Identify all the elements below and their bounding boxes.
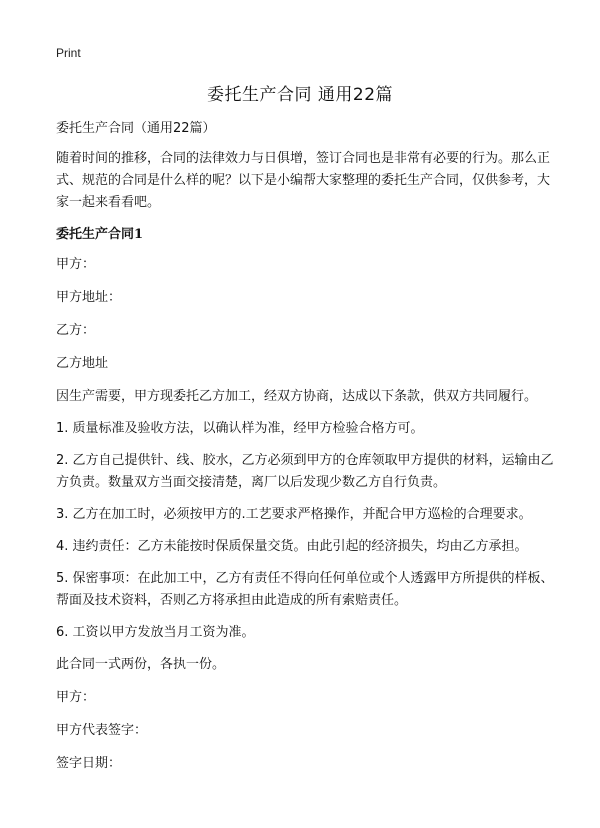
party-b-field: 乙方： — [56, 323, 96, 338]
document-body — [56, 118, 556, 786]
print-link[interactable]: Print — [56, 46, 81, 60]
clause-item: 3. 乙方在加工时，必须按甲方的.工艺要求严格操作，并配合甲方巡检的合理要求。 — [56, 507, 532, 522]
clause-item: 1. 质量标准及验收方法，以确认样为准，经甲方检验合格方可。 — [56, 421, 424, 436]
clause-item: 6. 工资以甲方发放当月工资为准。 — [56, 625, 255, 640]
party-a-address-field: 甲方地址： — [56, 290, 122, 305]
clause-item: 5. 保密事项：在此加工中，乙方有责任不得向任何单位或个人透露甲方所提供的样板、帮面及技术资料，否则乙方将承担由此造成的所有索赔责任。 — [56, 571, 554, 608]
copies-note: 此合同一式两份，各执一份。 — [56, 657, 226, 672]
clause-item: 4. 违约责任：乙方未能按时保质保量交货。由此引起的经济损失，均由乙方承担。 — [56, 539, 528, 554]
sign-representative: 甲方代表签字： — [56, 723, 148, 738]
sign-date: 签字日期： — [56, 756, 122, 771]
party-b-address-field: 乙方地址 — [56, 356, 109, 371]
intro-paragraph: 随着时间的推移，合同的法律效力与日俱增，签订合同也是非常有必要的行为。那么正式、规范的合同是什么样的呢？以下是小编帮大家整理的委托生产合同，仅供参考，大家一起来看看吧。 — [56, 151, 551, 210]
document-subtitle: 委托生产合同（通用22篇） — [56, 121, 216, 136]
page-title: 委托生产合同 通用22篇 — [206, 85, 394, 105]
preamble-paragraph: 因生产需要，甲方现委托乙方加工，经双方协商，达成以下条款，供双方共同履行。 — [56, 389, 538, 404]
section-heading: 委托生产合同1 — [56, 227, 144, 242]
sign-party-a: 甲方： — [56, 690, 96, 705]
party-a-field: 甲方： — [56, 257, 96, 272]
clause-item: 2. 乙方自己提供针、线、胶水，乙方必须到甲方的仓库领取甲方提供的材料，运输由乙方负责。数量双方当面交接清楚，离厂以后发现少数乙方自行负责。 — [56, 453, 554, 490]
